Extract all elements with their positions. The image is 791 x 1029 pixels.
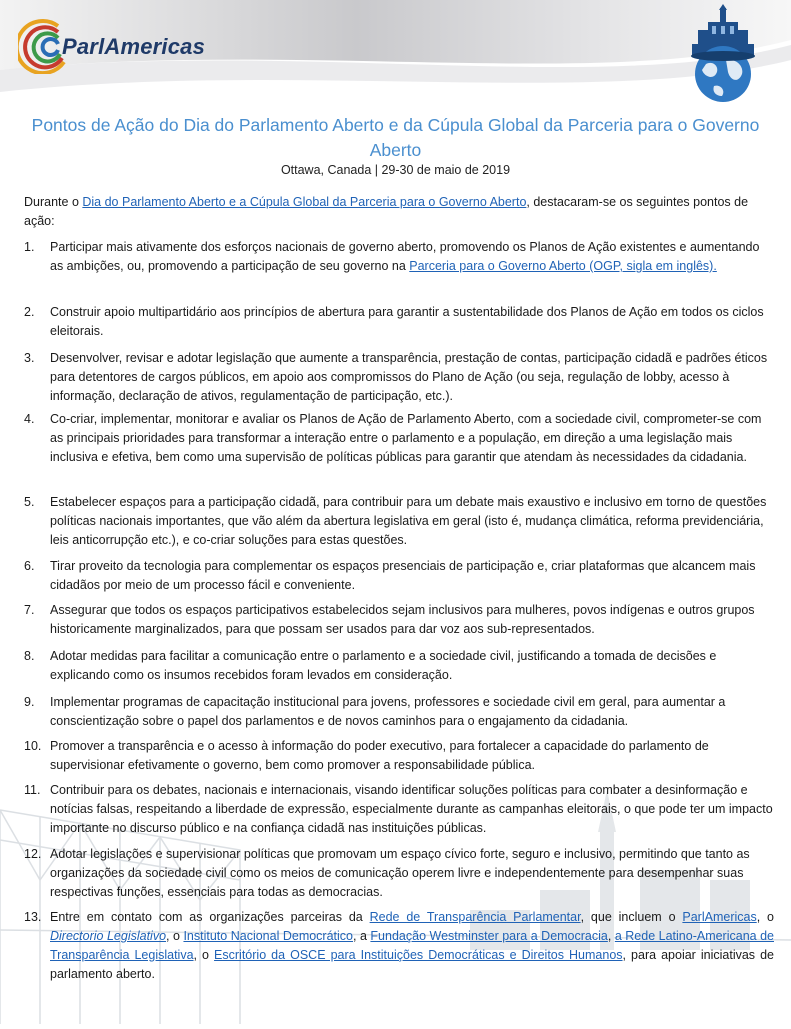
list-item-text: Adotar medidas para facilitar a comunicação entre o parlamento e a sociedade civil, justificando a tomada de decisões e explicando como os insumos recebidos foram levados em consideração. <box>50 649 717 682</box>
list-item-number: 7. <box>24 603 35 617</box>
list-item-text: Co-criar, implementar, monitorar e avaliar os Planos de Ação de Parlamento Aberto, com a sociedade civil, comprometer-se com as principais prioridades para transformar a interação entre o parlamento e a população, em direção a uma legislação mais inclusiva e efetiva, bem como uma supervisão de políticas públicas para garantir que atendam às necessidades da cidadania. <box>50 412 762 464</box>
ogp-link[interactable]: Parceria para o Governo Aberto (OGP, sigla em inglês). <box>409 259 717 273</box>
list-item-text: Estabelecer espaços para a participação cidadã, para contribuir para um debate mais exaustivo e inclusivo em torno de questões políticas nacionais importantes, que vão além da abertura legislativa em geral (isto é, mudança climática, reforma previdenciária, leis anticorrupção etc.), e co-criar soluções para estas questões. <box>50 495 767 547</box>
document-title: Pontos de Ação do Dia do Parlamento Aberto e da Cúpula Global da Parceria para o Governo Aberto <box>31 115 760 160</box>
list-item-text: Promover a transparência e o acesso à informação do poder executivo, para fortalecer a capacidade do parlamento de supervisionar efetivamente o governo, bem como promover a responsabilidade pública. <box>50 739 709 772</box>
list-item-text-part: , <box>607 929 615 943</box>
list-item-text: Tirar proveito da tecnologia para complementar os espaços presenciais de participação e, criar plataformas que alcancem mais cidadãos por meio de um processo fácil e conveniente. <box>50 559 756 592</box>
intro-text-before: Durante o <box>24 195 83 209</box>
list-item-number: 10. <box>24 739 42 753</box>
ndi-link[interactable]: Instituto Nacional Democrático <box>183 929 354 943</box>
list-item-text <box>50 908 774 984</box>
list-item-number: 1. <box>24 240 35 254</box>
header-band <box>0 0 791 118</box>
intro-paragraph <box>24 193 774 231</box>
list-item-text: Implementar programas de capacitação institucional para jovens, professores e sociedade civil em geral, para aumentar a conscientização sobre o papel dos parlamentos e de novos caminhos para o engajamento da cidadania. <box>50 695 726 728</box>
intro-text-after: , destacaram-se os seguintes pontos de ação: <box>24 195 749 228</box>
list-item-text-part: , que incluem o <box>580 910 683 924</box>
westminster-foundation-link[interactable]: Fundação Westminster para a Democracia <box>370 929 608 943</box>
list-item-text: Assegurar que todos os espaços participativos estabelecidos sejam inclusivos para mulheres, povos indígenas e outros grupos historicamente marginalizados, para que possam ser usados para dar voz aos sub-representados. <box>50 603 755 636</box>
parliament-globe-emblem <box>686 4 760 102</box>
osce-odihr-link[interactable]: Escritório da OSCE para Instituições Democráticas e Direitos Humanos <box>214 948 623 962</box>
logo-wordmark: ParlAmericas <box>62 34 206 59</box>
list-item-text-part: Participar mais ativamente dos esforços nacionais de governo aberto, promovendo os Planos de Ação existentes e aumentando as ambições, ou, promovendo a participação de seu governo na <box>50 240 760 273</box>
list-item-text: Construir apoio multipartidário aos princípios de abertura para garantir a sustentabilidade dos Planos de Ação em todos os ciclos eleitorais. <box>50 305 764 338</box>
list-item-text: Desenvolver, revisar e adotar legislação que aumente a transparência, prestação de contas, participação cidadã e padrões éticos para detentores de cargos públicos, em apoio aos compromissos do Plano de Ação (ou seja, regulação de lobby, acesso à informação, declaração de ativos, regulamentação de participação, etc.). <box>50 351 768 403</box>
list-item-number: 2. <box>24 305 35 319</box>
list-item-number: 5. <box>24 495 35 509</box>
parliament-globe-icon <box>686 4 760 102</box>
parlamericas-link[interactable]: ParlAmericas <box>682 910 757 924</box>
list-item-number: 11. <box>24 783 41 797</box>
list-item-number: 12. <box>24 847 42 861</box>
latam-network-link[interactable]: a Rede Latino-Americana de Transparência Legislativa <box>50 929 774 962</box>
transparency-network-link[interactable]: Rede de Transparência Parlamentar <box>369 910 581 924</box>
list-item-number: 13. <box>24 910 42 924</box>
directorio-legislativo-link[interactable]: Directorio Legislativo <box>50 929 167 943</box>
list-item-number: 6. <box>24 559 35 573</box>
list-item-text: Adotar legislações e supervisionar políticas que promovam um espaço cívico forte, seguro e inclusivo, permitindo que tanto as organizações da sociedade civil como os meios de comunicação operem livre e independentemente para desempenhar suas respectivas funções, essenciais para todas as democracias. <box>50 847 750 899</box>
list-item-text: Contribuir para os debates, nacionais e internacionais, visando identificar soluções políticas para combater a desinformação e notícias falsas, respeitando a liberdade de expressão, especialmente durante as campanhas eleitorais, o que pode ter um impacto importante no discurso público e na confiança cidadã nas instituições públicas. <box>50 783 773 835</box>
document-subtitle: Ottawa, Canada | 29-30 de maio de 2019 <box>280 163 511 177</box>
list-item-text-part: , o <box>193 948 215 962</box>
list-item-text-part: , para apoiar iniciativas de parlamento aberto. <box>50 948 774 981</box>
list-item-text-part: Entre em contato com as organizações parceiras da <box>50 910 370 924</box>
list-item-number: 3. <box>24 351 35 365</box>
list-item-text-part: , o <box>166 929 184 943</box>
list-item-text-part: , o <box>756 910 775 924</box>
list-item-number: 4. <box>24 412 35 426</box>
list-item-text <box>50 238 774 276</box>
intro-link-open-parliament-day[interactable]: Dia do Parlamento Aberto e a Cúpula Global da Parceria para o Governo Aberto <box>82 195 527 209</box>
list-item-number: 9. <box>24 695 35 709</box>
list-item-text-part: , a <box>353 929 371 943</box>
list-item-number: 8. <box>24 649 35 663</box>
